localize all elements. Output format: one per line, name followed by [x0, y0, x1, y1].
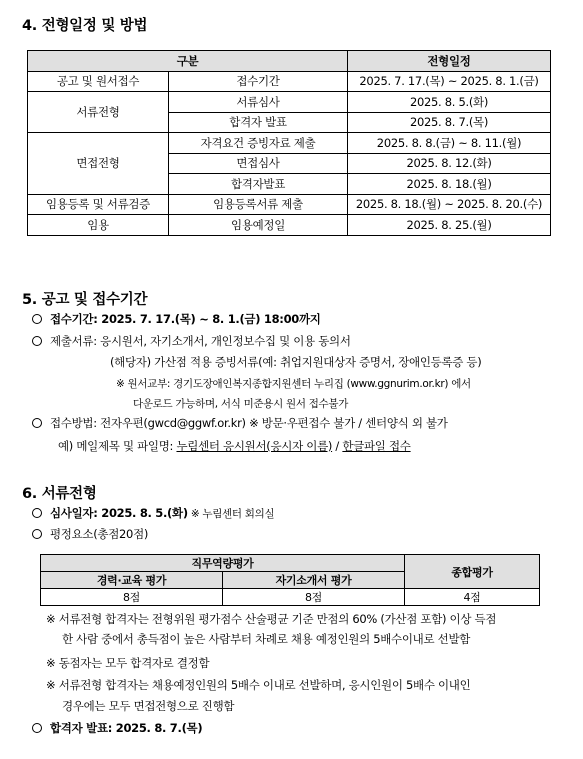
table-cell: 면접전형: [28, 133, 169, 195]
header-job-competency: 직무역량평가: [41, 555, 405, 572]
score-intro: 8점: [223, 589, 405, 606]
result-announcement: 합격자 발표: 2025. 8. 7.(목): [50, 721, 203, 735]
review-date-label: 심사일자: 2025. 8. 5.(화): [50, 506, 188, 520]
table-row: [41, 589, 540, 606]
table-cell: 면접심사: [169, 153, 348, 174]
email-example: [58, 438, 411, 454]
table-row: [28, 215, 551, 236]
table-cell: 임용예정일: [169, 215, 348, 236]
review-date: [50, 505, 274, 521]
score-overall: 4점: [405, 589, 540, 606]
note-2: ※ 동점자는 모두 합격자로 결정함: [46, 656, 210, 670]
table-cell: 자격요건 증빙자료 제출: [169, 133, 348, 154]
evaluation-criteria: 평정요소(총점20점): [50, 527, 149, 541]
table-row: [28, 51, 551, 72]
schedule-table: [27, 50, 551, 236]
table-cell: 2025. 8. 7.(목): [348, 112, 551, 133]
bullet-circle-icon: [32, 336, 42, 346]
file-format: 한글파일 접수: [342, 439, 411, 453]
bullet-circle-icon: [32, 723, 42, 733]
bullet-circle-icon: [32, 508, 42, 518]
email-example-prefix: 예) 메일제목 및 파일명:: [58, 439, 177, 453]
email-subject-format: 누림센터 응시원서(응시자 이름): [176, 439, 333, 453]
table-cell: 2025. 8. 25.(월): [348, 215, 551, 236]
header-schedule: 전형일정: [348, 51, 551, 72]
table-row: [28, 133, 551, 154]
table-row: [41, 555, 540, 572]
note-3-line1: ※ 서류전형 합격자는 채용예정인원의 5배수 이내로 선발하며, 응시인원이 5배수 이내인: [46, 678, 471, 692]
table-cell: 임용등록서류 제출: [169, 194, 348, 215]
table-cell: 임용등록 및 서류검증: [28, 194, 169, 215]
table-row: [28, 194, 551, 215]
section-6-title: 6. 서류전형: [22, 486, 97, 502]
table-cell: 합격자발표: [169, 174, 348, 195]
note-1-line1: ※ 서류전형 합격자는 전형위원 평가점수 산술평균 기준 만점의 60% (가산점 포함) 이상 득점: [46, 612, 497, 626]
header-self-intro: 자기소개서 평가: [223, 572, 405, 589]
table-cell: 서류심사: [169, 92, 348, 113]
form-note-line2: 다운로드 가능하며, 서식 미준용시 원서 접수불가: [133, 398, 349, 410]
header-career-education: 경력·교육 평가: [41, 572, 223, 589]
header-overall: 종합평가: [405, 555, 540, 589]
table-cell: 2025. 8. 12.(화): [348, 153, 551, 174]
score-career: 8점: [41, 589, 223, 606]
required-documents: 제출서류: 응시원서, 자기소개서, 개인정보수집 및 이용 동의서: [50, 334, 351, 348]
receipt-period: 접수기간: 2025. 7. 17.(목) ~ 8. 1.(금) 18:00까지: [50, 312, 321, 326]
review-location: ※ 누림센터 회의실: [187, 508, 275, 520]
note-3-line2: 경우에는 모두 면접전형으로 진행함: [62, 699, 235, 713]
table-cell: 접수기간: [169, 71, 348, 92]
bullet-circle-icon: [32, 418, 42, 428]
table-cell: 2025. 8. 8.(금) ~ 8. 11.(월): [348, 133, 551, 154]
table-row: [28, 92, 551, 113]
evaluation-table: [40, 554, 540, 606]
table-cell: 2025. 8. 18.(월): [348, 174, 551, 195]
table-row: [28, 71, 551, 92]
table-cell: 2025. 8. 5.(화): [348, 92, 551, 113]
table-cell: 합격자 발표: [169, 112, 348, 133]
section-5-title: 5. 공고 및 접수기간: [22, 292, 148, 308]
table-cell: 2025. 7. 17.(목) ~ 2025. 8. 1.(금): [348, 71, 551, 92]
bullet-circle-icon: [32, 529, 42, 539]
table-cell: 공고 및 원서접수: [28, 71, 169, 92]
section-4-title: 4. 전형일정 및 방법: [22, 18, 148, 34]
bullet-circle-icon: [32, 314, 42, 324]
table-cell: 임용: [28, 215, 169, 236]
required-documents-extra: (해당자) 가산점 적용 증빙서류(예: 취업지원대상자 증명서, 장애인등록증 등): [110, 355, 482, 369]
submission-method: 접수방법: 전자우편(gwcd@ggwf.or.kr) ※ 방문·우편접수 불가 / 센터양식 외 불가: [50, 416, 448, 430]
form-note-line1: ※ 원서교부: 경기도장애인복지종합지원센터 누리집 (www.ggnurim.or.kr) 에서: [116, 378, 471, 390]
note-1-line2: 한 사람 중에서 총득점이 높은 사람부터 차례로 채용 예정인원의 5배수이내로 선발함: [62, 632, 471, 646]
header-category: 구분: [28, 51, 348, 72]
table-cell: 서류전형: [28, 92, 169, 133]
table-cell: 2025. 8. 18.(월) ~ 2025. 8. 20.(수): [348, 194, 551, 215]
email-example-separator: /: [332, 439, 343, 453]
